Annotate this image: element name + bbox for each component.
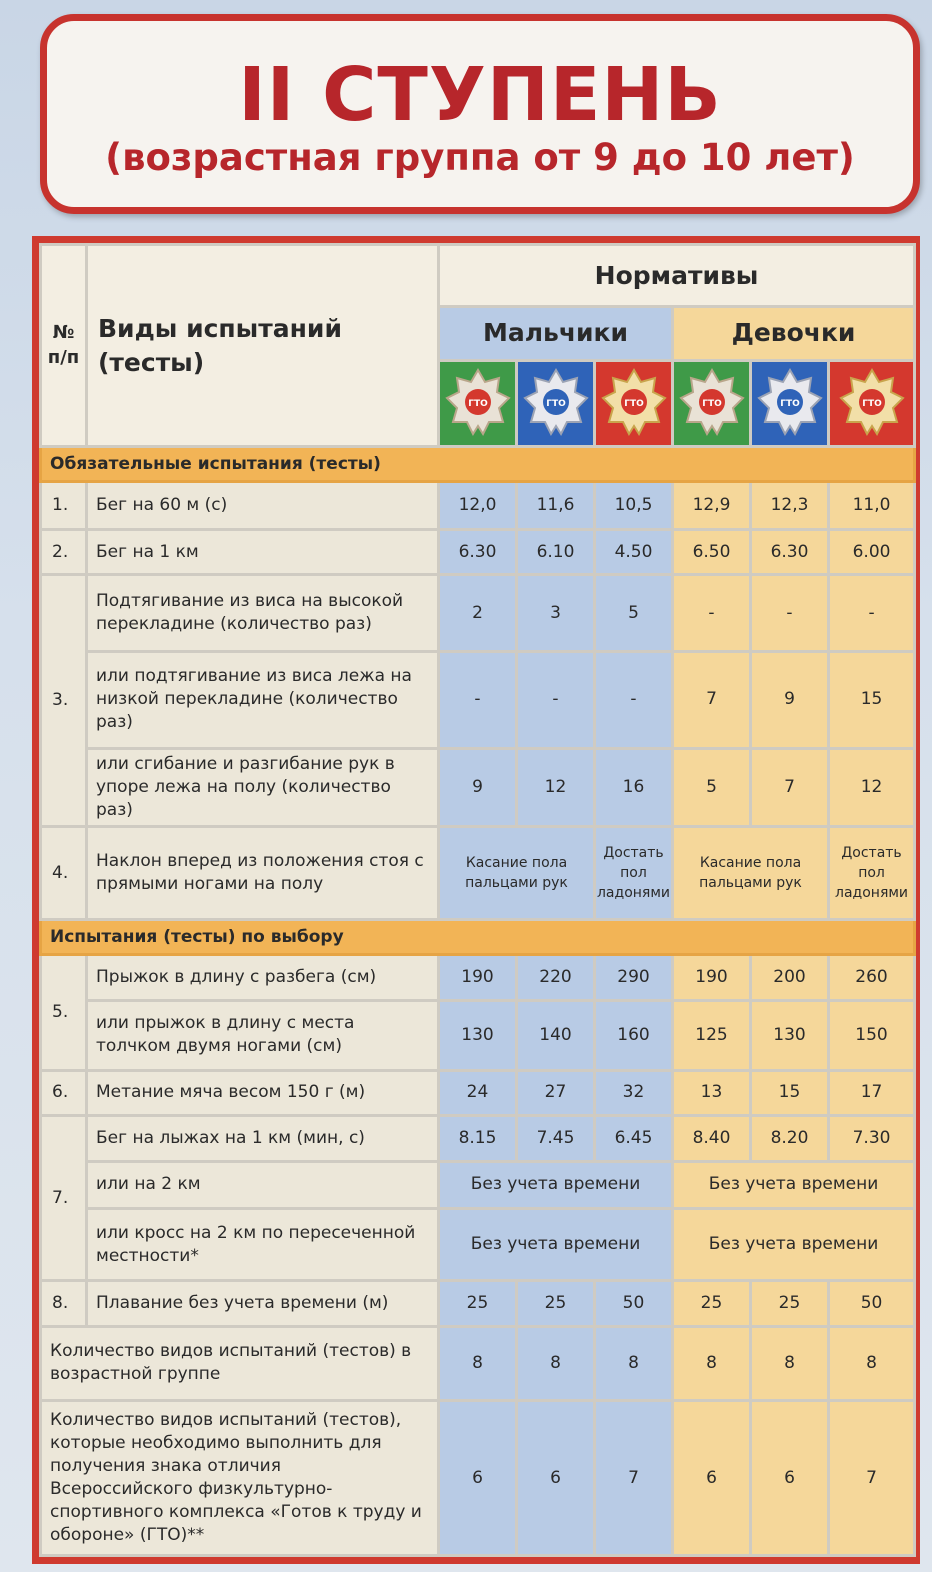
- row-test-name: или прыжок в длину с места толчком двумя ногами (см): [87, 1000, 439, 1070]
- cell-value: 125: [673, 1000, 751, 1070]
- cell-value: 10,5: [595, 482, 673, 529]
- cell-value: 12,0: [439, 482, 517, 529]
- row-test-name: Наклон вперед из положения стоя с прямыми ногами на полу: [87, 827, 439, 920]
- row-test-name: Количество видов испытаний (тестов) в возрастной группе: [41, 1326, 439, 1400]
- row-num: 6.: [41, 1070, 87, 1115]
- row-test-name: или на 2 км: [87, 1161, 439, 1208]
- badge-silver-boys: [517, 360, 595, 447]
- row-num: 3.: [41, 575, 87, 827]
- row-test-name: или кросс на 2 км по пересеченной местности*: [87, 1209, 439, 1281]
- svg-text:ГТО: ГТО: [779, 399, 800, 410]
- cell-value: 12,3: [751, 482, 829, 529]
- cell-value: 140: [517, 1000, 595, 1070]
- cell-value: Без учета времени: [673, 1161, 915, 1208]
- header-tests: Виды испытаний (тесты): [87, 245, 439, 447]
- cell-value: 50: [829, 1281, 915, 1326]
- cell-value: 8: [439, 1326, 517, 1400]
- table-row: [41, 1209, 915, 1281]
- cell-value: 7: [751, 748, 829, 826]
- cell-value: 27: [517, 1070, 595, 1115]
- cell-value: 6: [673, 1400, 751, 1555]
- row-test-name: Прыжок в длину с разбега (см): [87, 955, 439, 1000]
- cell-value: 290: [595, 955, 673, 1000]
- table-row: [41, 482, 915, 529]
- svg-text:ГТО: ГТО: [467, 399, 488, 410]
- cell-value: 13: [673, 1070, 751, 1115]
- cell-value: 190: [673, 955, 751, 1000]
- cell-value: 15: [829, 651, 915, 748]
- cell-value: 7.30: [829, 1116, 915, 1161]
- cell-value: -: [595, 651, 673, 748]
- cell-value: 17: [829, 1070, 915, 1115]
- cell-value: 8.40: [673, 1116, 751, 1161]
- cell-value: 2: [439, 575, 517, 651]
- gto-badge-icon: [523, 368, 589, 438]
- cell-value: Без учета времени: [439, 1161, 673, 1208]
- cell-value: 5: [673, 748, 751, 826]
- cell-value: 25: [517, 1281, 595, 1326]
- badge-bronze-boys: [439, 360, 517, 447]
- cell-value: 6: [751, 1400, 829, 1555]
- page-subtitle: (возрастная группа от 9 до 10 лет): [105, 136, 855, 179]
- row-test-name: Бег на лыжах на 1 км (мин, с): [87, 1116, 439, 1161]
- svg-text:ГТО: ГТО: [701, 399, 722, 410]
- table-row: [41, 1326, 915, 1400]
- cell-value: 12,9: [673, 482, 751, 529]
- row-test-name: Метание мяча весом 150 г (м): [87, 1070, 439, 1115]
- cell-value: 4.50: [595, 529, 673, 574]
- cell-value: 260: [829, 955, 915, 1000]
- cell-value: Без учета времени: [439, 1209, 673, 1281]
- cell-value: Касание пола пальцами рук: [673, 827, 829, 920]
- cell-value: 6.00: [829, 529, 915, 574]
- svg-text:ГТО: ГТО: [623, 399, 644, 410]
- header-num: № п/п: [41, 245, 87, 447]
- cell-value: 7.45: [517, 1116, 595, 1161]
- table-row: [41, 575, 915, 651]
- header-norms: Нормативы: [439, 245, 915, 307]
- cell-value: 8.20: [751, 1116, 829, 1161]
- table-row: [41, 1000, 915, 1070]
- cell-value: Достать пол ладонями: [829, 827, 915, 920]
- badge-silver-girls: [751, 360, 829, 447]
- cell-value: 8: [751, 1326, 829, 1400]
- cell-value: 8.15: [439, 1116, 517, 1161]
- row-test-name: или подтягивание из виса лежа на низкой перекладине (количество раз): [87, 651, 439, 748]
- cell-value: 6.50: [673, 529, 751, 574]
- row-test-name: или сгибание и разгибание рук в упоре лежа на полу (количество раз): [87, 748, 439, 826]
- table-row: [41, 827, 915, 920]
- cell-value: 8: [517, 1326, 595, 1400]
- cell-value: 6.10: [517, 529, 595, 574]
- title-banner: [40, 14, 920, 214]
- cell-value: 6: [439, 1400, 517, 1555]
- cell-value: 6.30: [751, 529, 829, 574]
- cell-value: 160: [595, 1000, 673, 1070]
- table-row: [41, 1116, 915, 1161]
- cell-value: 3: [517, 575, 595, 651]
- cell-value: 32: [595, 1070, 673, 1115]
- cell-value: Без учета времени: [673, 1209, 915, 1281]
- cell-value: 25: [673, 1281, 751, 1326]
- cell-value: 11,6: [517, 482, 595, 529]
- cell-value: 7: [829, 1400, 915, 1555]
- badge-gold-girls: [829, 360, 915, 447]
- gto-badge-icon: [679, 368, 745, 438]
- table-row: [41, 1400, 915, 1555]
- cell-value: 8: [829, 1326, 915, 1400]
- cell-value: 200: [751, 955, 829, 1000]
- gto-badge-icon: [601, 368, 667, 438]
- section-optional: Испытания (тесты) по выбору: [41, 920, 915, 955]
- badge-bronze-girls: [673, 360, 751, 447]
- cell-value: 25: [439, 1281, 517, 1326]
- row-test-name: Плавание без учета времени (м): [87, 1281, 439, 1326]
- table-row: [41, 1070, 915, 1115]
- cell-value: -: [673, 575, 751, 651]
- cell-value: 8: [673, 1326, 751, 1400]
- cell-value: 8: [595, 1326, 673, 1400]
- cell-value: -: [517, 651, 595, 748]
- cell-value: 7: [595, 1400, 673, 1555]
- cell-value: 50: [595, 1281, 673, 1326]
- cell-value: 130: [751, 1000, 829, 1070]
- table-row: [41, 1281, 915, 1326]
- cell-value: 150: [829, 1000, 915, 1070]
- row-num: 8.: [41, 1281, 87, 1326]
- row-num: 5.: [41, 955, 87, 1071]
- table-row: [41, 529, 915, 574]
- gto-badge-icon: [757, 368, 823, 438]
- cell-value: 6.30: [439, 529, 517, 574]
- table-row: [41, 651, 915, 748]
- cell-value: -: [829, 575, 915, 651]
- cell-value: 15: [751, 1070, 829, 1115]
- row-num: 2.: [41, 529, 87, 574]
- norms-table: [39, 243, 916, 1557]
- cell-value: Касание пола пальцами рук: [439, 827, 595, 920]
- cell-value: -: [439, 651, 517, 748]
- cell-value: 220: [517, 955, 595, 1000]
- section-mandatory: Обязательные испытания (тесты): [41, 447, 915, 482]
- row-num: 4.: [41, 827, 87, 920]
- badge-gold-boys: [595, 360, 673, 447]
- cell-value: 190: [439, 955, 517, 1000]
- cell-value: 16: [595, 748, 673, 826]
- row-test-name: Подтягивание из виса на высокой перекладине (количество раз): [87, 575, 439, 651]
- cell-value: 11,0: [829, 482, 915, 529]
- cell-value: 12: [829, 748, 915, 826]
- row-test-name: Бег на 60 м (с): [87, 482, 439, 529]
- cell-value: Достать пол ладонями: [595, 827, 673, 920]
- cell-value: 7: [673, 651, 751, 748]
- table-row: [41, 955, 915, 1000]
- svg-text:ГТО: ГТО: [545, 399, 566, 410]
- table-row: [41, 748, 915, 826]
- cell-value: -: [751, 575, 829, 651]
- row-num: 1.: [41, 482, 87, 529]
- header-girls: Девочки: [673, 306, 915, 360]
- table-row: [41, 1161, 915, 1208]
- page-title: II СТУПЕНЬ: [238, 52, 722, 138]
- cell-value: 9: [439, 748, 517, 826]
- row-num: 7.: [41, 1116, 87, 1281]
- cell-value: 6: [517, 1400, 595, 1555]
- gto-badge-icon: [839, 368, 905, 438]
- header-boys: Мальчики: [439, 306, 673, 360]
- row-test-name: Количество видов испытаний (тестов), которые необходимо выполнить для получения знака отличия Всероссийского физкультурно-спортивного комплекса «Готов к труду и обороне» (ГТО)**: [41, 1400, 439, 1555]
- gto-badge-icon: [445, 368, 511, 438]
- cell-value: 24: [439, 1070, 517, 1115]
- cell-value: 6.45: [595, 1116, 673, 1161]
- cell-value: 9: [751, 651, 829, 748]
- svg-text:ГТО: ГТО: [861, 399, 882, 410]
- cell-value: 130: [439, 1000, 517, 1070]
- cell-value: 12: [517, 748, 595, 826]
- cell-value: 5: [595, 575, 673, 651]
- norms-table-frame: [32, 236, 920, 1564]
- cell-value: 25: [751, 1281, 829, 1326]
- row-test-name: Бег на 1 км: [87, 529, 439, 574]
